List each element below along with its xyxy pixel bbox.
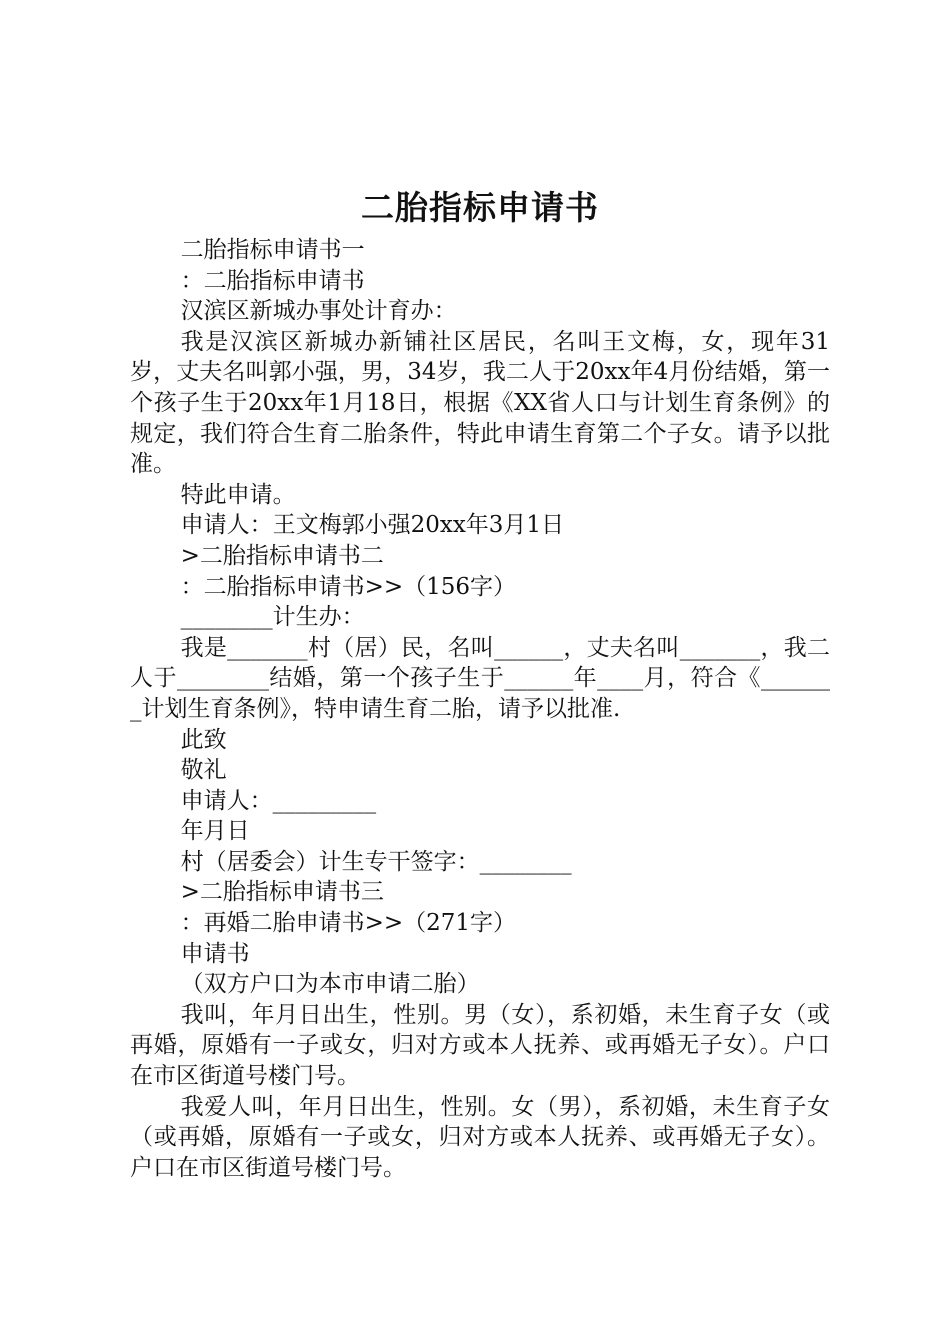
subtitle-line: ：二胎指标申请书 [180, 267, 365, 294]
body-paragraph: 我是_______村（居）民，名叫______，丈夫名叫_______，我二人于________结婚，第一个孩子生于______年____月，符合《_______计划生育条例》，特申请生育二胎，请予以批准. [130, 634, 830, 722]
body-paragraph: 我是汉滨区新城办新铺社区居民，名叫王文梅，女，现年31岁，丈夫名叫郭小强，男，34岁，我二人于20xx年4月份结婚，第一个孩子生于20xx年1月18日，根据《XX省人口与计划生育条例》的规定，我们符合生育二胎条件，特此申请生育第二个子女。请予以批准。 [130, 328, 830, 478]
closing-line: 特此申请。 [180, 481, 296, 508]
applicant-signature-line: 申请人：王文梅郭小强20xx年3月1日 [180, 512, 565, 539]
addressee-line: ________计生办： [180, 604, 365, 631]
heading-application-one: 二胎指标申请书一 [180, 237, 365, 263]
heading-application-two: >二胎指标申请书二 [180, 542, 384, 569]
body-paragraph: 我叫，年月日出生，性别。男（女），系初婚，未生育子女（或再婚，原婚有一子或女，归对方或本人抚养、或再婚无子女）。户口在市区街道号楼门号。 [130, 1001, 830, 1090]
subtitle-line: ：二胎指标申请书>>（156字） [180, 573, 517, 600]
section-heading: 申请书 [180, 940, 250, 967]
date-line: 年月日 [180, 818, 250, 845]
document-body [130, 235, 830, 1183]
body-paragraph: 我爱人叫，年月日出生，性别。女（男），系初婚，未生育子女（或再婚，原婚有一子或女，归对方或本人抚养、或再婚无子女）。户口在市区街道号楼门号。 [130, 1093, 830, 1181]
addressee-line: 汉滨区新城办事处计育办： [180, 298, 457, 325]
applicant-signature-line: 申请人：_________ [180, 787, 377, 814]
closing-line: 敬礼 [180, 757, 227, 784]
closing-line: 此致 [180, 726, 227, 753]
subtitle-line: ：再婚二胎申请书>>（271字） [180, 910, 517, 937]
official-signature-line: 村（居委会）计生专干签字：________ [180, 848, 572, 875]
document-title: 二胎指标申请书 [361, 188, 599, 227]
section-note: （双方户口为本市申请二胎） [180, 971, 480, 998]
heading-application-three: >二胎指标申请书三 [180, 879, 384, 906]
